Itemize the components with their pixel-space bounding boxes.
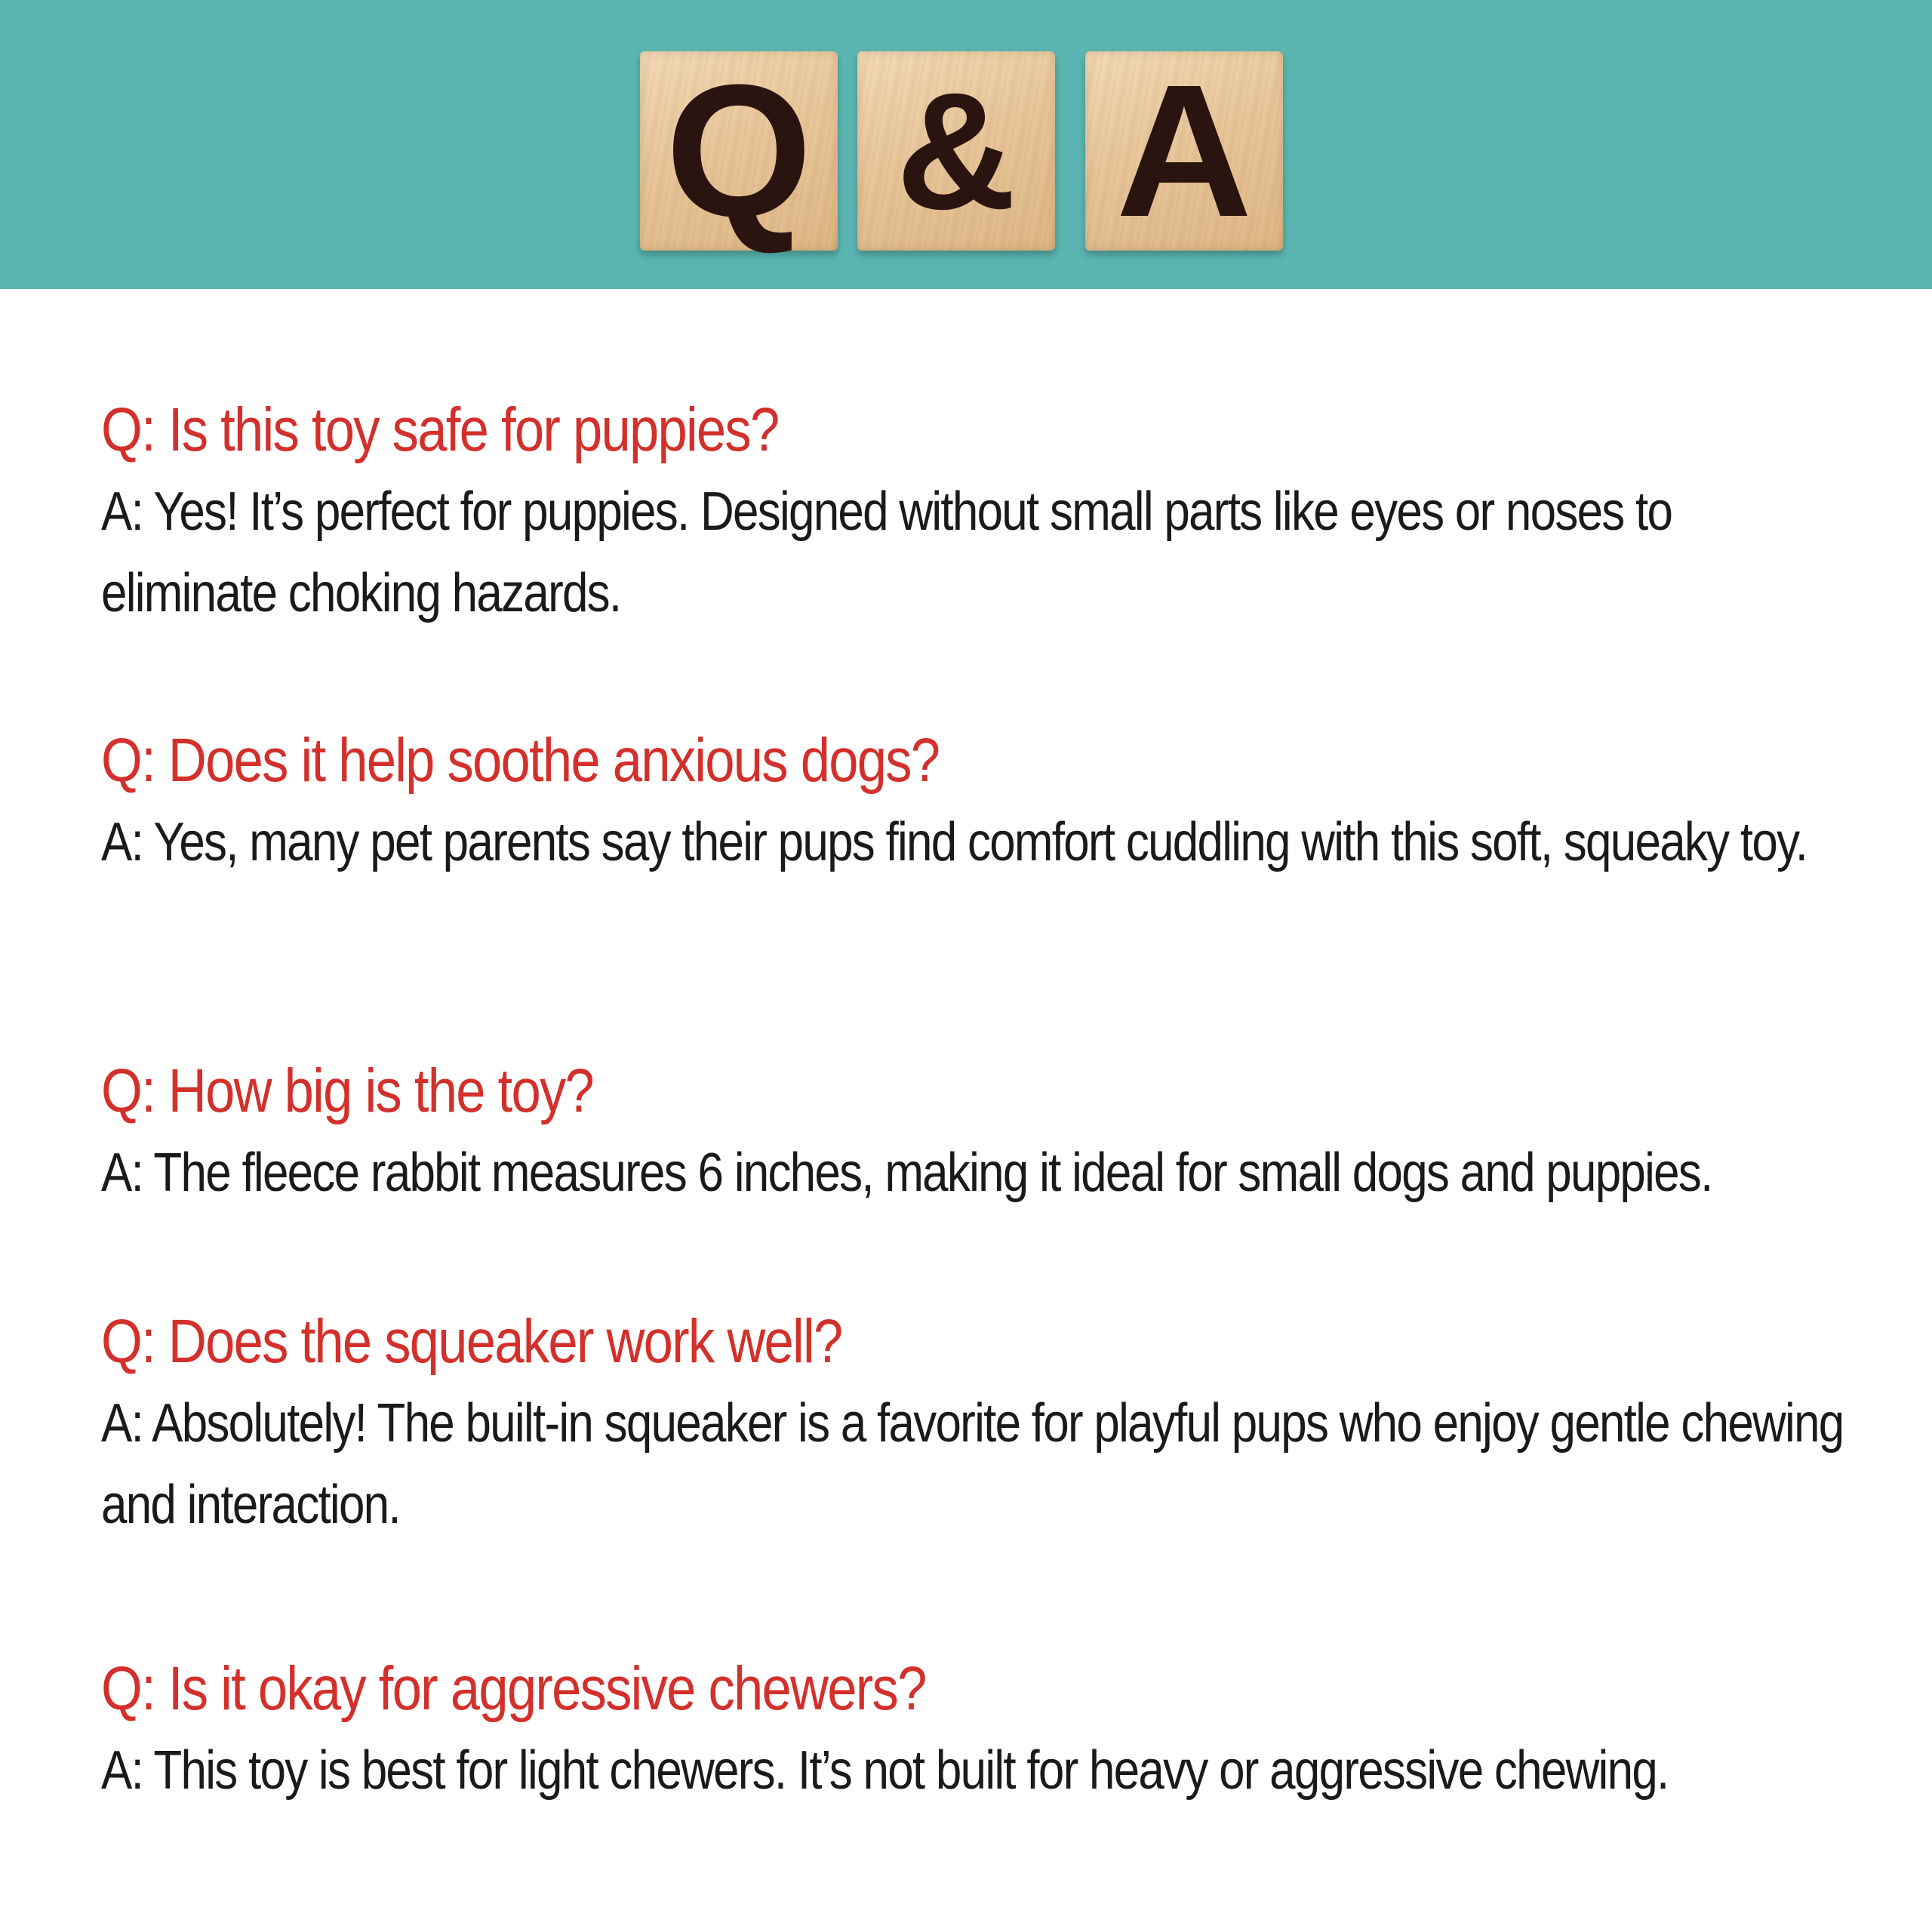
- qa-item: [101, 1651, 1860, 1811]
- answer-text: A: The fleece rabbit measures 6 inches, making it ideal for small dogs and puppies.: [101, 1143, 1712, 1203]
- qa-item: [101, 1054, 1860, 1214]
- question-text: Q: How big is the toy?: [101, 1057, 594, 1125]
- tile-letter: A: [1115, 45, 1253, 256]
- tile-q: [640, 45, 838, 256]
- question-text: Q: Is this toy safe for puppies?: [101, 395, 779, 464]
- tile-letter: Q: [665, 45, 813, 256]
- question-text: Q: Is it okay for aggressive chewers?: [101, 1654, 926, 1723]
- question-text: Q: Does the squeaker work well?: [101, 1307, 842, 1376]
- answer-text: A: Absolutely! The built-in squeaker is a favorite for playful pups who enjoy gentle chewing and interaction.: [101, 1393, 1844, 1535]
- answer-text: A: Yes, many pet parents say their pups find comfort cuddling with this soft, squeaky toy.: [101, 812, 1807, 872]
- header-banner: [0, 0, 1932, 289]
- tile-letter: &: [896, 58, 1017, 244]
- tile-ampersand: [857, 51, 1055, 251]
- qa-item: [101, 392, 1860, 634]
- qa-item: [101, 723, 1860, 883]
- qa-item: [101, 1304, 1860, 1546]
- answer-text: A: Yes! It’s perfect for puppies. Designed without small parts like eyes or noses to eliminate choking hazards.: [101, 481, 1672, 623]
- tile-a: [1085, 45, 1283, 256]
- question-text: Q: Does it help soothe anxious dogs?: [101, 726, 940, 795]
- answer-text: A: This toy is best for light chewers. It’s not built for heavy or aggressive chewing.: [101, 1740, 1669, 1801]
